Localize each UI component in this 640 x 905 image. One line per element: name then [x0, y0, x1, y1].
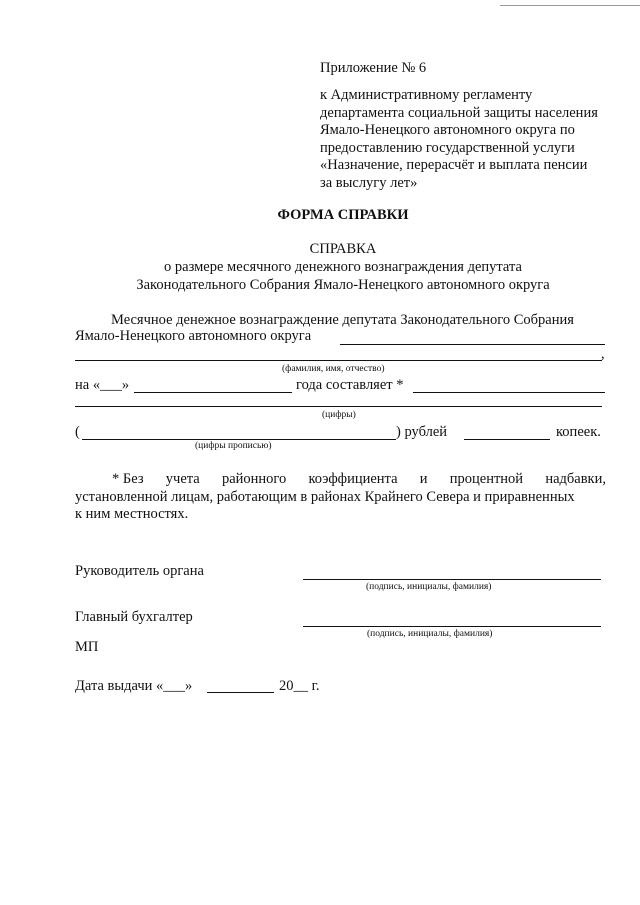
issue-date-year: 20__ г. [279, 678, 320, 694]
head-label: Руководитель органа [75, 563, 204, 579]
footnote-word: коэффициента [308, 471, 398, 487]
document-subtitle-1: о размере месячного денежного вознаграждения депутата [164, 259, 522, 275]
appendix-title: Приложение № 6 [320, 60, 427, 76]
digits-field-line[interactable] [75, 406, 602, 407]
body-line-2: Ямало-Ненецкого автономного округа [75, 328, 312, 344]
words-field-line[interactable] [82, 439, 396, 440]
month-field-line[interactable] [134, 392, 292, 393]
scan-edge-line [500, 5, 640, 6]
footnote-word: надбавки, [545, 471, 606, 487]
accountant-signature-line[interactable] [303, 626, 601, 627]
stamp-place: МП [75, 639, 99, 655]
appendix-line: Ямало-Ненецкого автономного округа по [320, 122, 575, 139]
accountant-label: Главный бухгалтер [75, 609, 193, 625]
name-field-line-2[interactable] [75, 360, 602, 361]
date-prefix: на «___» [75, 377, 130, 393]
footnote-line-3: к ним местностях. [75, 506, 189, 522]
appendix-lines [320, 87, 598, 193]
footnote-word: процентной [449, 471, 524, 487]
head-signature-caption: (подпись, инициалы, фамилия) [366, 582, 492, 592]
caption-words: (цифры прописью) [195, 441, 272, 451]
appendix-line: к Административному регламенту [320, 87, 533, 103]
footnote-word: районного [221, 471, 287, 487]
name-field-line-1[interactable] [340, 344, 605, 345]
head-signature-line[interactable] [303, 579, 601, 580]
footnote-word: и [419, 471, 428, 487]
appendix-line: за выслугу лет» [320, 174, 418, 191]
appendix-line: департамента социальной защиты населения [320, 104, 598, 121]
document-subtitle-2: Законодательного Собрания Ямало-Ненецкого автономного округа [136, 277, 550, 293]
issue-month-line[interactable] [207, 692, 274, 693]
footnote-word: * Без [112, 471, 144, 487]
amount-field-line[interactable] [413, 392, 605, 393]
rubles-text: ) рублей [396, 424, 448, 440]
appendix-line: предоставлению государственной услуги [320, 139, 575, 156]
caption-digits: (цифры) [322, 410, 356, 420]
kopeks-text: копеек. [556, 424, 601, 440]
document-title: СПРАВКА [309, 241, 377, 257]
year-text: года составляет * [296, 377, 404, 393]
comma: , [601, 346, 605, 362]
issue-date-label: Дата выдачи «___» [75, 678, 193, 694]
form-title: ФОРМА СПРАВКИ [277, 207, 409, 223]
footnote-word: учета [165, 471, 200, 487]
kopeks-field-line[interactable] [464, 439, 550, 440]
footnote-line-2: установленной лицам, работающим в районах Крайнего Севера и приравненных [75, 489, 575, 505]
appendix-line: «Назначение, перерасчёт и выплата пенсии [320, 157, 588, 174]
body-line-1: Месячное денежное вознаграждение депутата Законодательного Собрания [111, 312, 574, 328]
caption-fio: (фамилия, имя, отчество) [282, 364, 385, 374]
open-paren: ( [75, 424, 80, 440]
accountant-signature-caption: (подпись, инициалы, фамилия) [367, 629, 493, 639]
footnote-line-1 [112, 471, 606, 488]
